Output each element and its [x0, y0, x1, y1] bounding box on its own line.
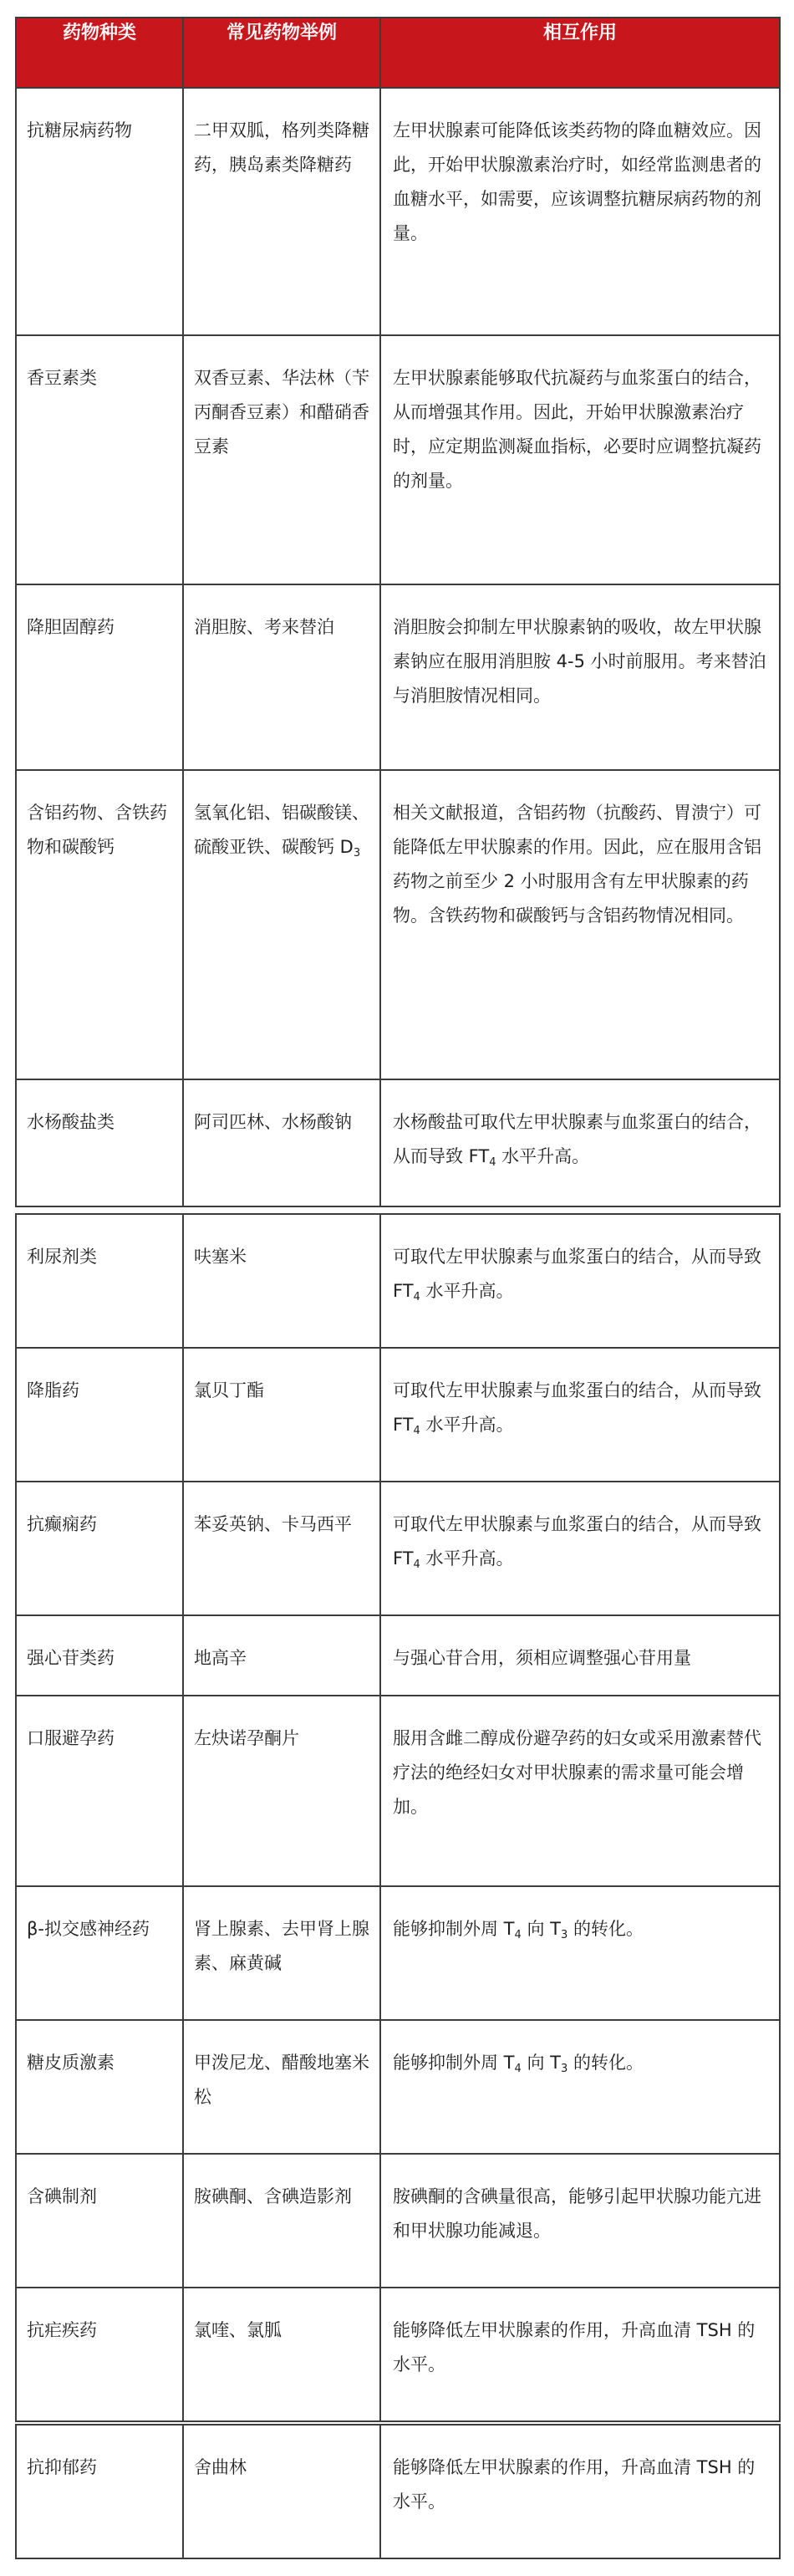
table-row — [16, 1079, 780, 1206]
drug-category-cell: 口服避孕药 — [16, 1696, 183, 1886]
table-row — [16, 1214, 780, 1348]
drug-category-cell: 强心苷类药 — [16, 1615, 183, 1696]
header-common-examples: 常见药物举例 — [183, 18, 380, 88]
table-row — [16, 2425, 780, 2558]
table-row — [16, 1696, 780, 1886]
drug-category-cell: β-拟交感神经药 — [16, 1886, 183, 2020]
drug-category-cell: 水杨酸盐类 — [16, 1079, 183, 1206]
examples-cell: 二甲双胍，格列类降糖药，胰岛素类降糖药 — [183, 88, 380, 335]
drug-interaction-table-part-2 — [15, 1213, 781, 2422]
drug-category-cell: 抗疟疾药 — [16, 2288, 183, 2421]
interaction-cell: 可取代左甲状腺素与血浆蛋白的结合，从而导致 $FT_4$ 水平升高。 — [380, 1214, 780, 1348]
drug-category-cell: 降胆固醇药 — [16, 584, 183, 770]
examples-cell: 舍曲林 — [183, 2425, 380, 2558]
drug-category-cell: 抗抑郁药 — [16, 2425, 183, 2558]
examples-cell: 氢氧化铝、铝碳酸镁、硫酸亚铁、碳酸钙 $D_3$ — [183, 770, 380, 1079]
table-row — [16, 1348, 780, 1482]
drug-category-cell: 含铝药物、含铁药物和碳酸钙 — [16, 770, 183, 1079]
table-row — [16, 2020, 780, 2154]
table-row — [16, 584, 780, 770]
interaction-cell: 可取代左甲状腺素与血浆蛋白的结合，从而导致 $FT_4$ 水平升高。 — [380, 1348, 780, 1482]
examples-cell: 左炔诺孕酮片 — [183, 1696, 380, 1886]
table-row — [16, 770, 780, 1079]
examples-cell: 胺碘酮、含碘造影剂 — [183, 2154, 380, 2288]
table-row — [16, 1482, 780, 1615]
examples-cell: 地高辛 — [183, 1615, 380, 1696]
examples-cell: 甲泼尼龙、醋酸地塞米松 — [183, 2020, 380, 2154]
interaction-cell: 可取代左甲状腺素与血浆蛋白的结合，从而导致 $FT_4$ 水平升高。 — [380, 1482, 780, 1615]
examples-cell: 阿司匹林、水杨酸钠 — [183, 1079, 380, 1206]
interaction-cell: 相关文献报道，含铝药物（抗酸药、胃溃宁）可能降低左甲状腺素的作用。因此，应在服用含铝药物之前至少 2 小时服用含有左甲状腺素的药物。含铁药物和碳酸钙与含铝药物情况相同。 — [380, 770, 780, 1079]
drug-category-cell: 抗癫痫药 — [16, 1482, 183, 1615]
examples-cell: 苯妥英钠、卡马西平 — [183, 1482, 380, 1615]
table-row — [16, 1615, 780, 1696]
examples-cell: 呋塞米 — [183, 1214, 380, 1348]
examples-cell: 氯喹、氯胍 — [183, 2288, 380, 2421]
interaction-cell: 左甲状腺素能够取代抗凝药与血浆蛋白的结合，从而增强其作用。因此，开始甲状腺激素治疗时，应定期监测凝血指标，必要时应调整抗凝药的剂量。 — [380, 335, 780, 584]
table-row — [16, 335, 780, 584]
interaction-cell: 服用含雌二醇成份避孕药的妇女或采用激素替代疗法的绝经妇女对甲状腺素的需求量可能会增加。 — [380, 1696, 780, 1886]
drug-category-cell: 抗糖尿病药物 — [16, 88, 183, 335]
examples-cell: 双香豆素、华法林（苄丙酮香豆素）和醋硝香豆素 — [183, 335, 380, 584]
interaction-cell: 消胆胺会抑制左甲状腺素钠的吸收，故左甲状腺素钠应在服用消胆胺 4-5 小时前服用。考来替泊与消胆胺情况相同。 — [380, 584, 780, 770]
drug-category-cell: 糖皮质激素 — [16, 2020, 183, 2154]
interaction-cell: 能够抑制外周 $T_4$ 向 $T_3$ 的转化。 — [380, 2020, 780, 2154]
drug-interaction-table-part-3 — [15, 2424, 781, 2559]
interaction-cell: 能够降低左甲状腺素的作用，升高血清 TSH 的水平。 — [380, 2425, 780, 2558]
table-row — [16, 1886, 780, 2020]
interaction-cell: 与强心苷合用，须相应调整强心苷用量 — [380, 1615, 780, 1696]
interaction-cell: 胺碘酮的含碘量很高，能够引起甲状腺功能亢进和甲状腺功能减退。 — [380, 2154, 780, 2288]
drug-category-cell: 利尿剂类 — [16, 1214, 183, 1348]
table-row — [16, 2154, 780, 2288]
drug-interaction-table-part-1 — [15, 17, 781, 1207]
interaction-cell: 左甲状腺素可能降低该类药物的降血糖效应。因此，开始甲状腺激素治疗时，如经常监测患者的血糖水平，如需要，应该调整抗糖尿病药物的剂量。 — [380, 88, 780, 335]
examples-cell: 氯贝丁酯 — [183, 1348, 380, 1482]
drug-category-cell: 降脂药 — [16, 1348, 183, 1482]
table-header-row — [16, 18, 780, 88]
drug-category-cell: 香豆素类 — [16, 335, 183, 584]
examples-cell: 消胆胺、考来替泊 — [183, 584, 380, 770]
drug-category-cell: 含碘制剂 — [16, 2154, 183, 2288]
interaction-cell: 水杨酸盐可取代左甲状腺素与血浆蛋白的结合，从而导致 $FT_4$ 水平升高。 — [380, 1079, 780, 1206]
table-row — [16, 2288, 780, 2421]
interaction-cell: 能够降低左甲状腺素的作用，升高血清 TSH 的水平。 — [380, 2288, 780, 2421]
header-drug-category: 药物种类 — [16, 18, 183, 88]
table-row — [16, 88, 780, 335]
interaction-cell: 能够抑制外周 $T_4$ 向 $T_3$ 的转化。 — [380, 1886, 780, 2020]
header-interaction: 相互作用 — [380, 18, 780, 88]
examples-cell: 肾上腺素、去甲肾上腺素、麻黄碱 — [183, 1886, 380, 2020]
